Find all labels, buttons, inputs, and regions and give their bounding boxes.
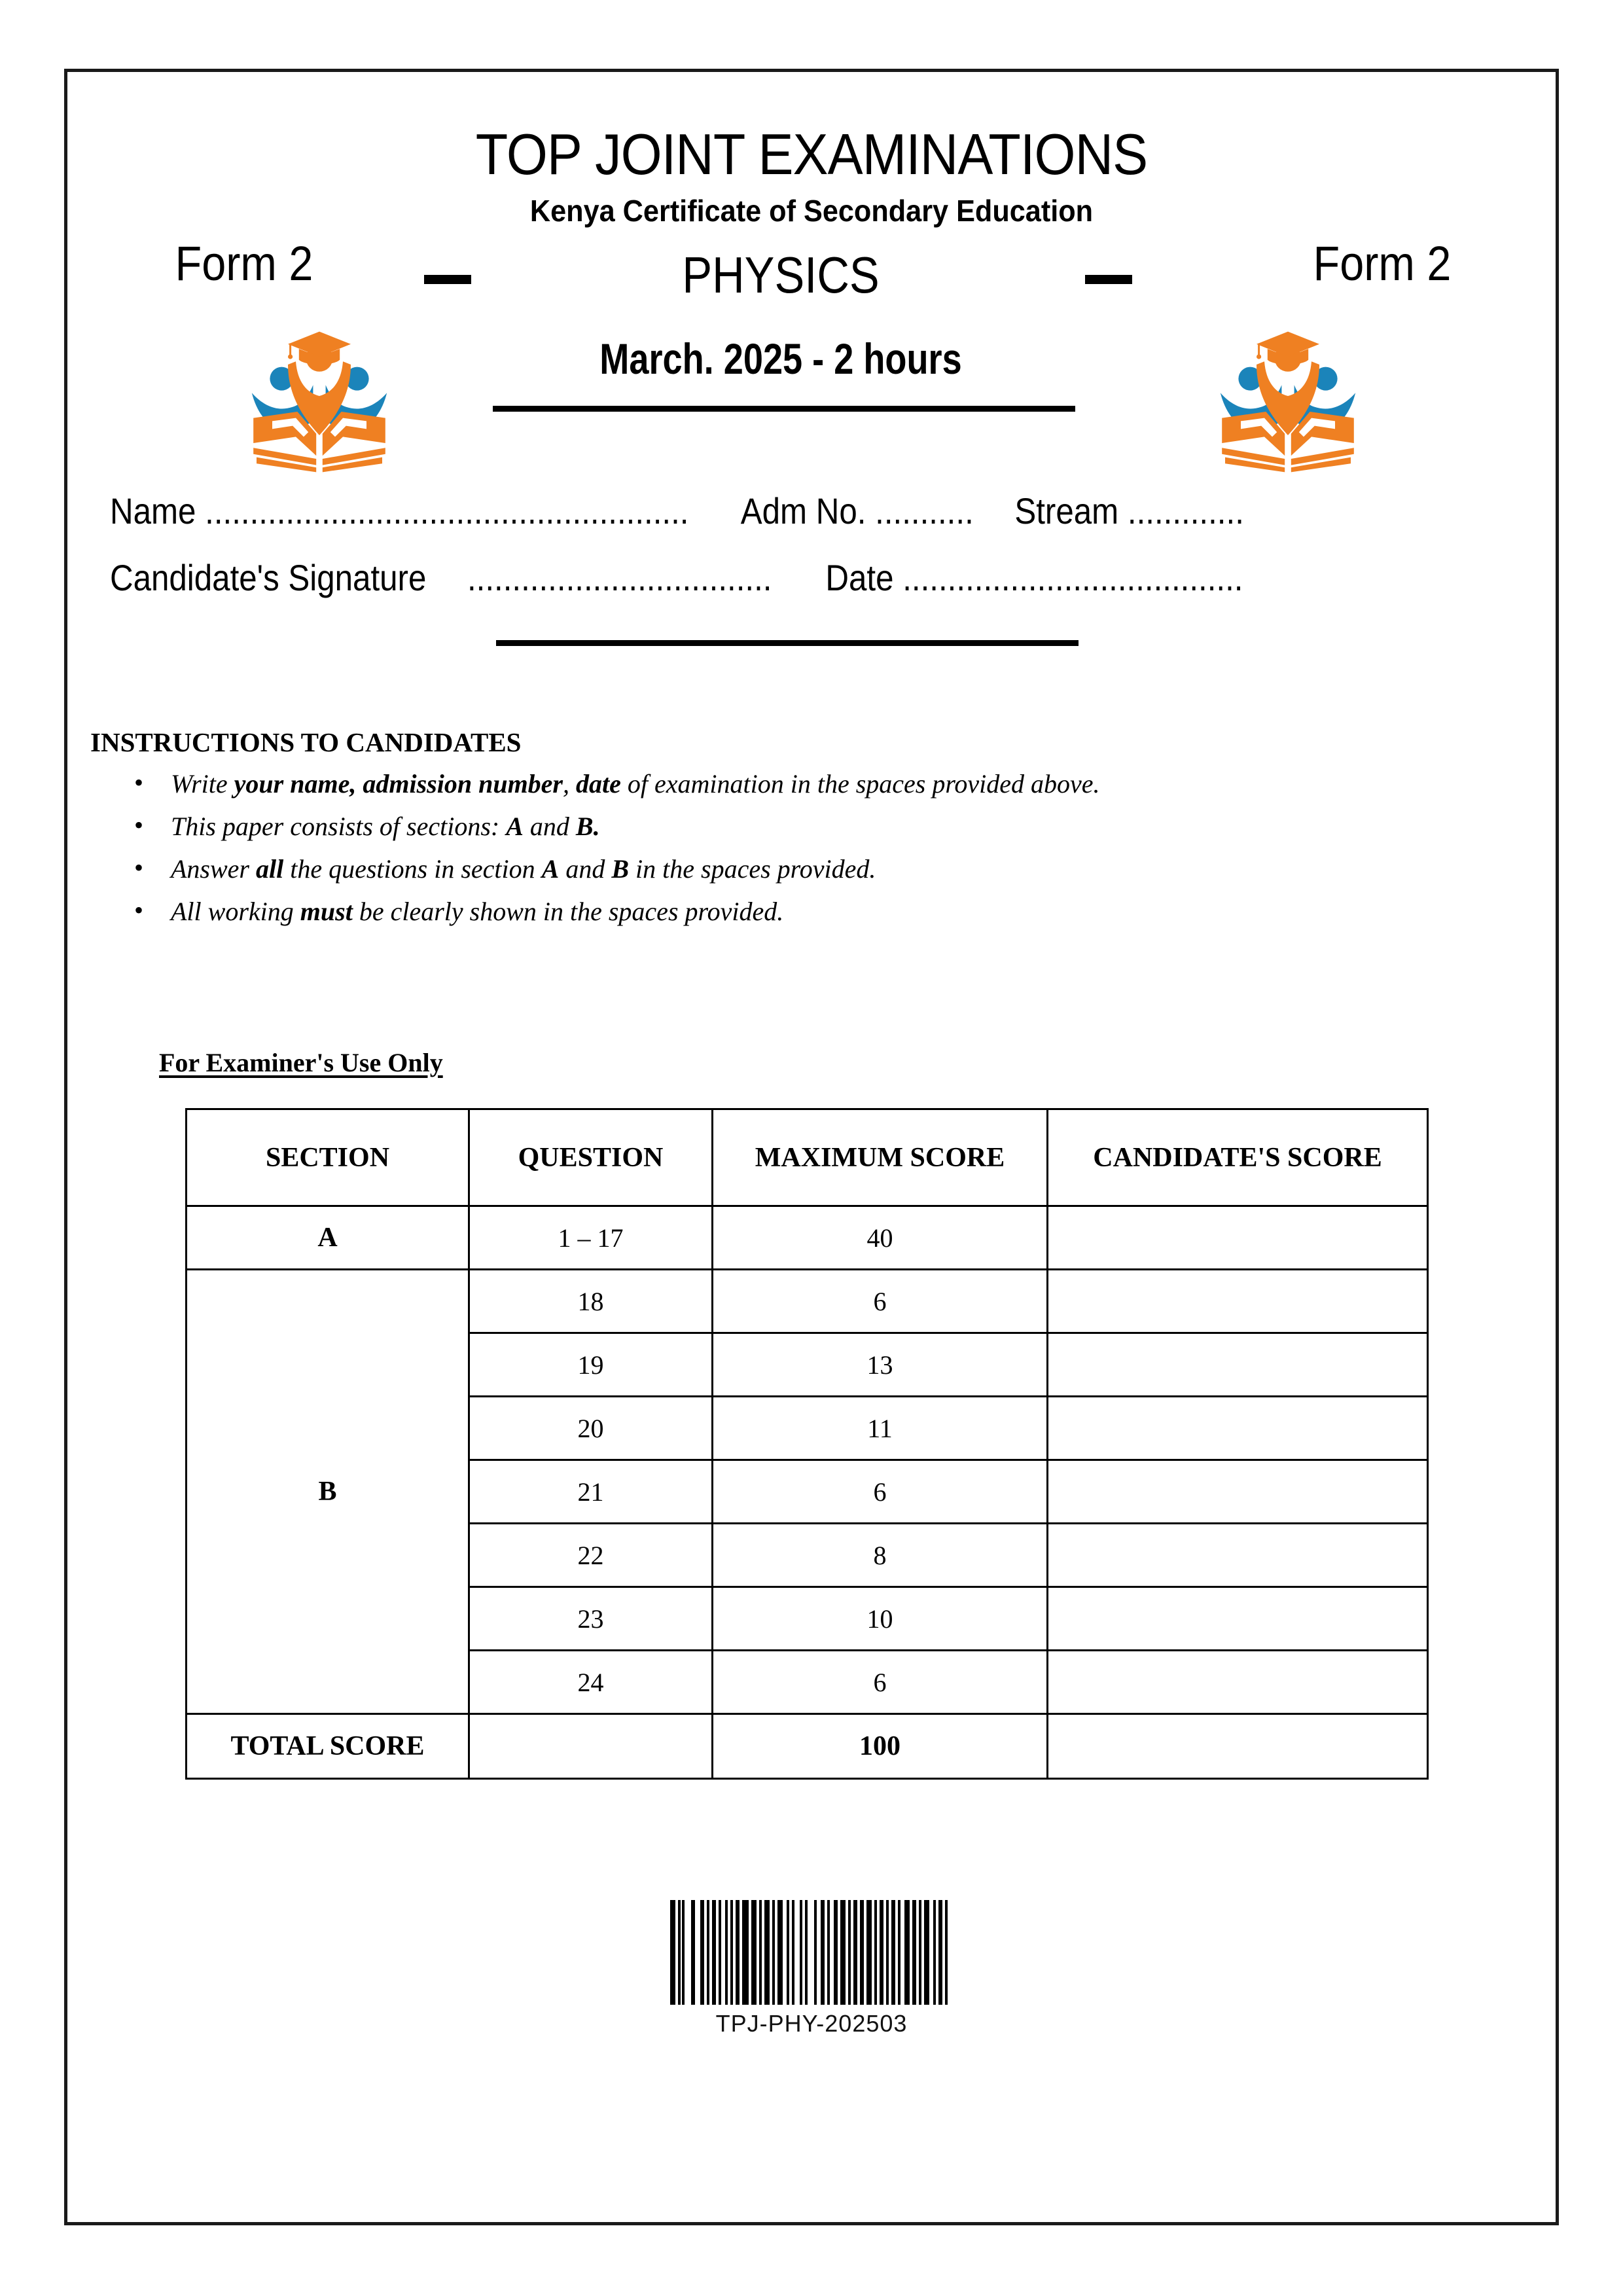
- section-b-candidate-score[interactable]: [1048, 1270, 1428, 1333]
- section-b-candidate-score[interactable]: [1048, 1333, 1428, 1397]
- table-header-row: [187, 1109, 1428, 1206]
- barcode-image: [670, 1900, 953, 2005]
- instruction-item: [120, 854, 1461, 884]
- section-b-max-score: 6: [713, 1651, 1048, 1714]
- table-total-row: [187, 1714, 1428, 1779]
- candidate-signature-row: [110, 556, 1319, 599]
- instruction-text: must: [300, 897, 353, 926]
- section-a-name: A: [187, 1206, 469, 1270]
- exam-date-duration: March. 2025 - 2 hours: [599, 334, 962, 383]
- date-input-dots[interactable]: ......................................: [902, 557, 1243, 598]
- form-level-right: Form 2: [1313, 236, 1452, 291]
- divider-under-date: [493, 406, 1075, 412]
- exam-subtitle: Kenya Certificate of Secondary Education: [529, 194, 1094, 228]
- section-b-question: 22: [469, 1524, 713, 1587]
- instruction-text: and: [559, 854, 612, 884]
- total-score-label: TOTAL SCORE: [187, 1714, 469, 1779]
- instruction-item: [120, 812, 1461, 842]
- section-b-question: 18: [469, 1270, 713, 1333]
- instruction-text: all: [256, 854, 284, 884]
- name-label: Name: [110, 490, 196, 531]
- instruction-text: A: [506, 812, 524, 841]
- stream-input-dots[interactable]: .............: [1127, 490, 1244, 531]
- bullet-icon: •: [134, 853, 144, 882]
- column-header-max-score: MAXIMUM SCORE: [713, 1109, 1048, 1206]
- section-b-max-score: 6: [713, 1270, 1048, 1333]
- instructions-list: [120, 769, 1461, 939]
- section-b-question: 19: [469, 1333, 713, 1397]
- barcode-code-text: TPJ-PHY-202503: [715, 2010, 908, 2037]
- instructions-heading: INSTRUCTIONS TO CANDIDATES: [90, 727, 522, 757]
- instruction-text: and: [523, 812, 576, 841]
- section-b-candidate-score[interactable]: [1048, 1460, 1428, 1524]
- exam-cover-page: [64, 69, 1559, 2225]
- school-logo-left-icon: [241, 317, 398, 475]
- instruction-text: in the spaces provided.: [629, 854, 876, 884]
- table-row: [187, 1270, 1428, 1333]
- instruction-text: ,: [563, 769, 576, 798]
- examiner-score-table: [185, 1108, 1429, 1780]
- section-b-question: 21: [469, 1460, 713, 1524]
- section-a-candidate-score[interactable]: [1048, 1206, 1428, 1270]
- instruction-text: Answer: [171, 854, 256, 884]
- section-b-max-score: 13: [713, 1333, 1048, 1397]
- instruction-text: your name, admission number: [234, 769, 563, 798]
- candidate-name-row: [110, 490, 1319, 532]
- instruction-text: B.: [575, 812, 600, 841]
- section-b-candidate-score[interactable]: [1048, 1524, 1428, 1587]
- section-a-question: 1 – 17: [469, 1206, 713, 1270]
- name-input-dots[interactable]: ......................................................: [205, 490, 689, 531]
- bullet-icon: •: [134, 895, 144, 925]
- section-b-question: 20: [469, 1397, 713, 1460]
- subject-title: PHYSICS: [682, 246, 880, 304]
- section-a-max-score: 40: [713, 1206, 1048, 1270]
- bullet-icon: •: [134, 810, 144, 840]
- instruction-text: B: [611, 854, 630, 884]
- adm-no-input-dots[interactable]: ...........: [875, 490, 974, 531]
- section-b-max-score: 11: [713, 1397, 1048, 1460]
- section-b-candidate-score[interactable]: [1048, 1397, 1428, 1460]
- instruction-item: [120, 769, 1461, 799]
- section-b-question: 24: [469, 1651, 713, 1714]
- adm-no-label: Adm No.: [740, 490, 866, 531]
- instruction-text: A: [541, 854, 560, 884]
- stream-label: Stream: [1014, 490, 1119, 531]
- school-logo-right-icon: [1209, 317, 1366, 475]
- section-b-max-score: 10: [713, 1587, 1048, 1651]
- instruction-text: date: [576, 769, 621, 798]
- instruction-text: the questions in section: [283, 854, 542, 884]
- instruction-text: be clearly shown in the spaces provided.: [352, 897, 784, 926]
- exam-title: TOP JOINT EXAMINATIONS: [475, 122, 1148, 187]
- column-header-candidate-score: CANDIDATE'S SCORE: [1048, 1109, 1428, 1206]
- barcode-block: [67, 1892, 1556, 2037]
- total-score-max: 100: [713, 1714, 1048, 1779]
- divider-under-candidate-fields: [496, 640, 1079, 646]
- dash-separator-left-icon: [424, 275, 471, 284]
- section-b-name: B: [187, 1270, 469, 1714]
- examiner-use-label: For Examiner's Use Only: [159, 1048, 443, 1077]
- total-score-candidate[interactable]: [1048, 1714, 1428, 1779]
- dash-separator-right-icon: [1085, 275, 1132, 284]
- section-b-question: 23: [469, 1587, 713, 1651]
- section-b-max-score: 8: [713, 1524, 1048, 1587]
- signature-label: Candidate's Signature: [110, 557, 427, 598]
- instruction-text: All working: [171, 897, 300, 926]
- instruction-text: Write: [171, 769, 234, 798]
- table-row: [187, 1206, 1428, 1270]
- signature-input-dots[interactable]: ..................................: [467, 557, 772, 598]
- column-header-question: QUESTION: [469, 1109, 713, 1206]
- section-b-candidate-score[interactable]: [1048, 1651, 1428, 1714]
- bullet-icon: •: [134, 768, 144, 797]
- instruction-item: [120, 897, 1461, 927]
- total-score-question: [469, 1714, 713, 1779]
- section-b-candidate-score[interactable]: [1048, 1587, 1428, 1651]
- column-header-section: SECTION: [187, 1109, 469, 1206]
- instruction-text: of examination in the spaces provided above.: [620, 769, 1100, 798]
- date-label: Date: [825, 557, 894, 598]
- section-b-max-score: 6: [713, 1460, 1048, 1524]
- instruction-text: This paper consists of sections:: [171, 812, 507, 841]
- form-level-left: Form 2: [175, 236, 313, 291]
